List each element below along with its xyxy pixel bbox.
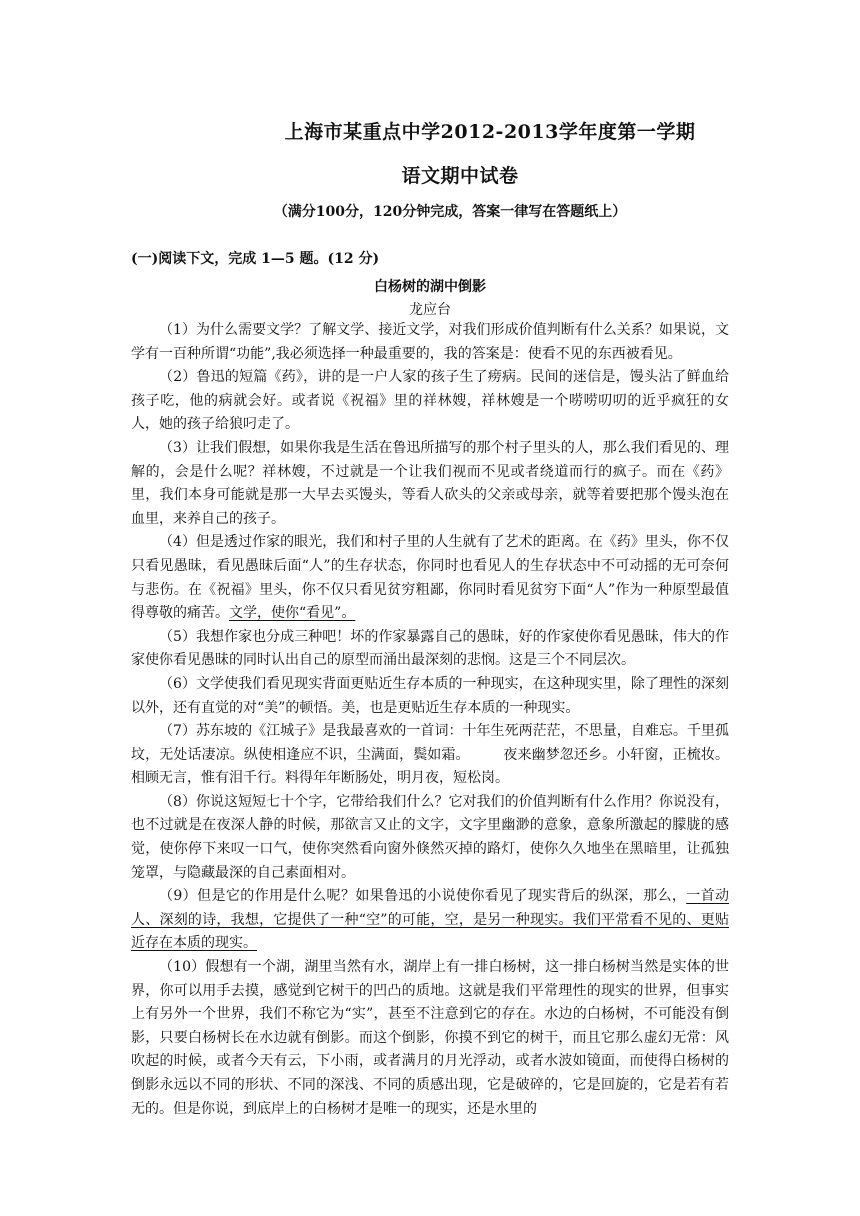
paragraph-6: （6）文学使我们看见现实背面更贴近生存本质的一种现实，在这种现实里，除了理性的深刻以外，还有直觉的对“美”的顿悟。美，也是更贴近生存本质的一种现实。	[131, 675, 729, 716]
passage-body	[131, 319, 729, 1121]
passage-title: 白杨树的湖中倒影	[374, 279, 486, 295]
paragraph-9-text: （9）但是它的作用是什么呢？如果鲁迅的小说使你看见了现实背后的纵深，那么，	[159, 888, 687, 905]
paragraph-3: （3）让我们假想，如果你我是生活在鲁迅所描写的那个村子里头的人，那么我们看见的、理解的，会是什么呢？祥林嫂，不过就是一个让我们视而不见或者绕道而行的疯子。而在《药》里，我们本身可能就是那一大早去买馒头，等看人砍头的父亲或母亲，就等着要把那个馒头泡在血里，来养自己的孩子。	[131, 439, 729, 527]
exam-subtitle: 语文期中试卷	[401, 165, 519, 187]
passage-author: 龙应台	[409, 302, 451, 318]
paragraph-10: （10）假想有一个湖，湖里当然有水，湖岸上有一排白杨树，这一排白杨树当然是实体的世界，你可以用手去摸，感觉到它树干的凹凸的质地。这就是我们平常理性的现实的世界，但事实上有另外一个世界，我们不称它为“实”，甚至不注意到它的存在。水边的白杨树，不可能没有倒影，只要白杨树长在水边就有倒影。而这个倒影，你摸不到它的树干，而且它那么虚幻无常：风吹起的时候，或者今天有云，下小雨，或者满月的月光浮动，或者水波如镜面，而使得白杨树的倒影永远以不同的形状、不同的深浅、不同的质感出现，它是破碎的，它是回旋的，它是若有若无的。但是你说，到底岸上的白杨树才是唯一的现实，还是水里的	[131, 959, 729, 1117]
section-heading: (一)阅读下文，完成 1—5 题。(12 分)	[131, 251, 380, 267]
poem-part-1: （7）苏东坡的《江城子》是我最喜欢的一首词：十年生死两茫茫，不思量，自难忘。千里孤坟，无处话凄凉。纵使相逢应不识，尘满面，鬓如霜。	[131, 723, 729, 763]
exam-instructions: （满分100分，120分钟完成，答案一律写在答题纸上）	[273, 204, 627, 220]
exam-title: 上海市某重点中学2012-2013学年度第一学期	[284, 121, 696, 143]
paragraph-8: （8）你说这短短七十个字，它带给我们什么？它对我们的价值判断有什么作用？你说没有，也不过就是在夜深人静的时候，那欲言又止的文字，文字里幽渺的意象，意象所激起的朦胧的感觉，使你停下来叹一口气，使你突然看向窗外倏然灭掉的路灯，使你久久地坐在黑暗里，让孤独笼罩，与隐藏最深的自己素面相对。	[131, 793, 729, 881]
paragraph-4-text: （4）但是透过作家的眼光，我们和村子里的人生就有了艺术的距离。在《药》里头，你不仅只看见愚昧，看见愚昧后面“人”的生存状态，你同时也看见人的生存状态中不可动摇的无可奈何与悲伤。在《祝福》里头，你不仅只看见贫穷粗鄙，你同时看见贫穷下面“人”作为一种原型最值得尊敬的痛苦。	[131, 534, 729, 622]
paragraph-1: （1）为什么需要文学？了解文学、接近文学，对我们形成价值判断有什么关系？如果说，文学有一百种所谓“功能”,我必须选择一种最重要的，我的答案是：使看不见的东西被看见。	[131, 322, 729, 362]
poem-part-2: 夜来幽梦忽还乡。小轩窗，正梳妆。相顾无言，惟有泪千行。料得年年断肠处，明月夜，短松岗。	[131, 746, 730, 787]
paragraph-5: （5）我想作家也分成三种吧！坏的作家暴露自己的愚昧，好的作家使你看见愚昧，伟大的作家使你看见愚昧的同时认出自己的原型而涌出最深刻的悲悯。这是三个不同层次。	[131, 628, 729, 669]
paragraph-2: （2）鲁迅的短篇《药》，讲的是一户人家的孩子生了痨病。民间的迷信是，馒头沾了鲜血给孩子吃，他的病就会好。或者说《祝福》里的祥林嫂，祥林嫂是一个唠唠叨叨的近乎疯狂的女人，她的孩子给狼叼走了。	[131, 369, 729, 433]
paragraph-4	[131, 531, 729, 625]
underlined-sentence-9: 一首动人、深刻的诗，我想，它提供了一种“空”的可能，空，是另一种现实。我们平常看不见的、更贴近存在本质的现实。	[131, 888, 730, 952]
paragraph-7	[131, 720, 729, 791]
paragraph-9	[131, 885, 729, 956]
underlined-sentence-4: 文学，使你“看见”。	[229, 605, 356, 622]
